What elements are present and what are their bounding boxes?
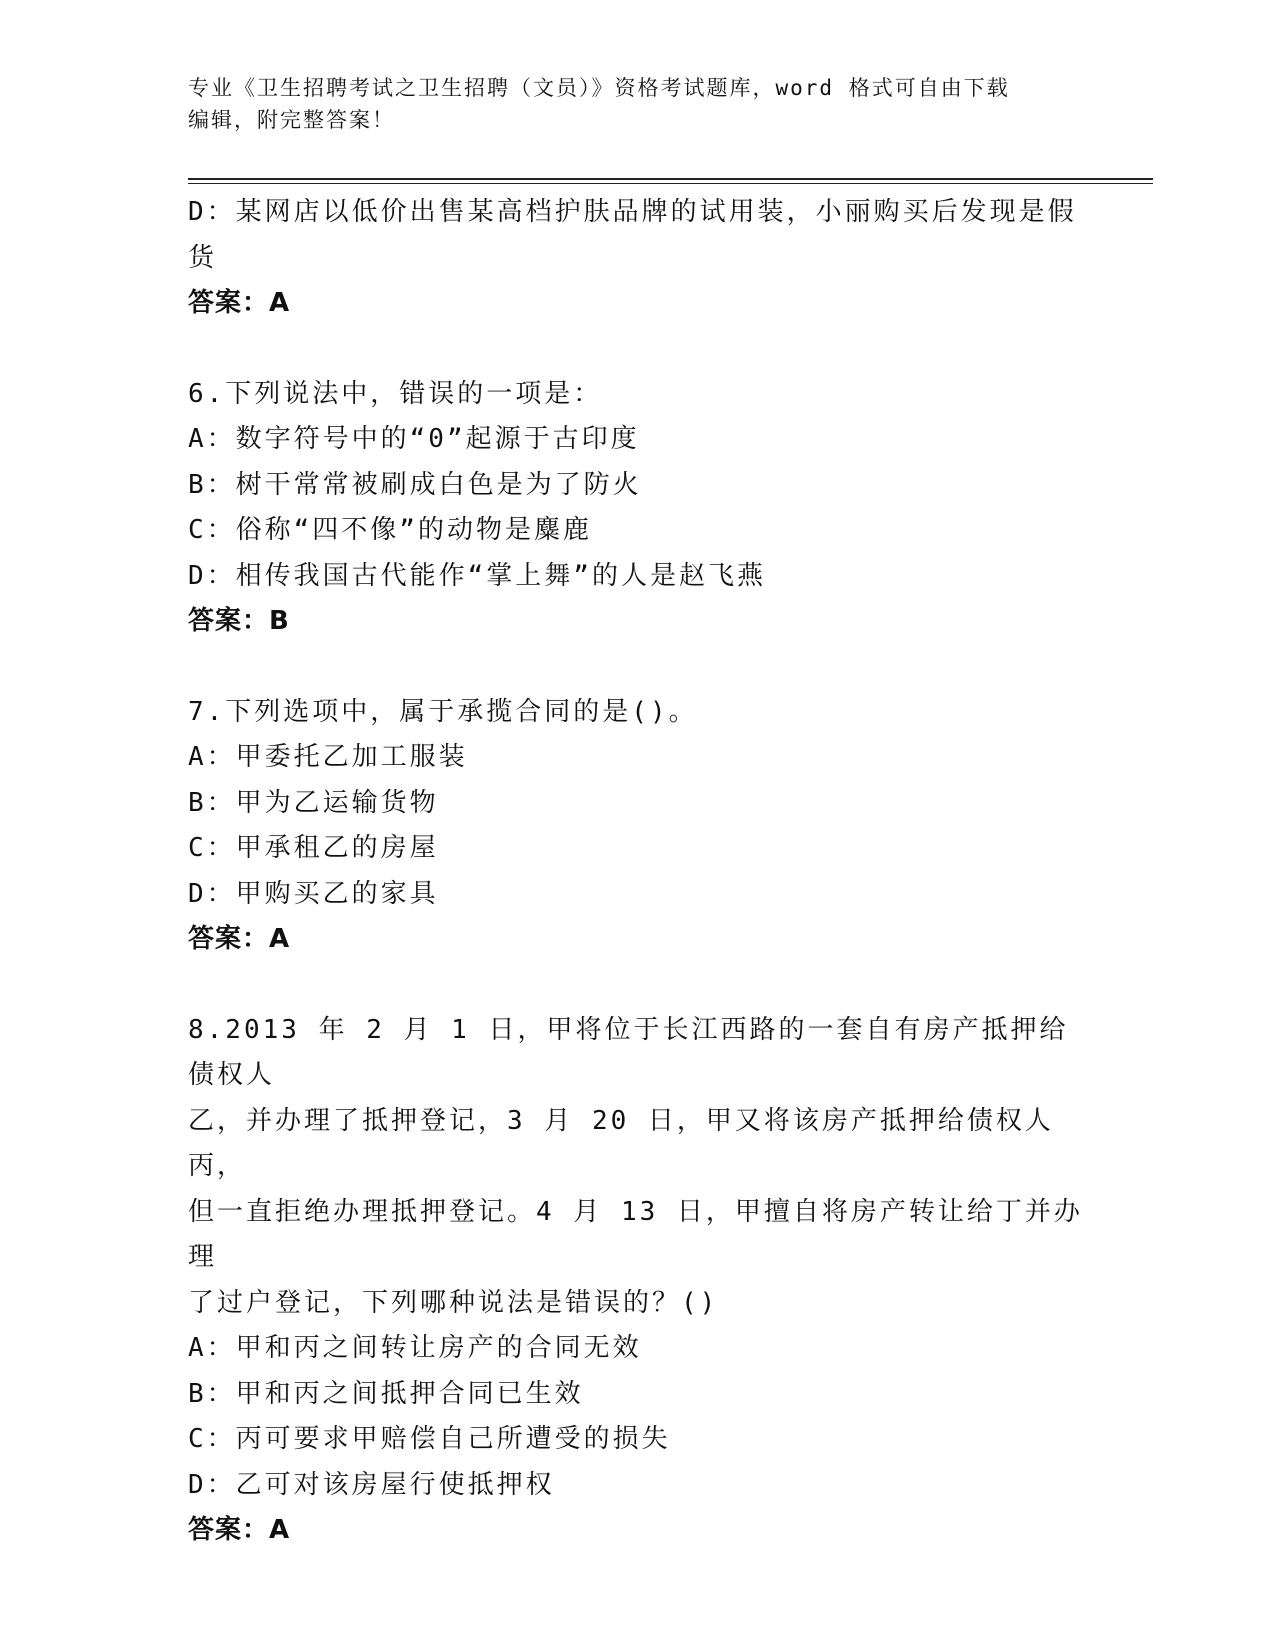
header-divider-thin <box>188 183 1153 184</box>
header-divider-thick <box>188 178 1153 180</box>
header-line-1: 专业《卫生招聘考试之卫生招聘（文员）》资格考试题库，word 格式可自由下载 <box>188 76 1010 100</box>
question-6 <box>188 372 1088 645</box>
answer: 答案：A <box>188 924 291 954</box>
answer: 答案：A <box>188 1515 291 1545</box>
option-c: C：甲承租乙的房屋 <box>188 833 439 863</box>
option-c: C：俗称“四不像”的动物是麋鹿 <box>188 515 592 545</box>
question-stem: 7.下列选项中，属于承揽合同的是()。 <box>188 696 698 727</box>
option-d: D：相传我国古代能作“掌上舞”的人是赵飞燕 <box>188 560 766 591</box>
question-8 <box>188 1008 1088 1554</box>
previous-question-tail <box>188 190 1088 327</box>
question-stem: 6.下列说法中，错误的一项是： <box>188 378 603 409</box>
option-a: A：甲委托乙加工服装 <box>188 742 468 772</box>
question-content <box>188 190 1088 1554</box>
option-d: D：甲购买乙的家具 <box>188 878 439 909</box>
header-line-2: 编辑，附完整答案！ <box>188 108 395 132</box>
option-c: C：丙可要求甲赔偿自己所遭受的损失 <box>188 1424 671 1454</box>
option-a: A：数字符号中的“0”起源于古印度 <box>188 424 640 454</box>
option-b: B：树干常常被刷成白色是为了防火 <box>188 469 642 500</box>
document-header <box>188 72 1068 136</box>
question-7 <box>188 690 1088 963</box>
question-stem-line-1: 8.2013 年 2 月 1 日，甲将位于长江西路的一套自有房产抵押给债权人 <box>188 1014 1069 1090</box>
answer: 答案：B <box>188 606 290 636</box>
question-stem-line-4: 了过户登记，下列哪种说法是错误的？() <box>188 1287 719 1318</box>
question-stem-line-2: 乙，并办理了抵押登记，3 月 20 日，甲又将该房产抵押给债权人丙， <box>188 1105 1054 1181</box>
option-d: D：某网店以低价出售某高档护肤品牌的试用装，小丽购买后发现是假 <box>188 197 1077 227</box>
answer: 答案：A <box>188 288 291 318</box>
option-b: B：甲为乙运输货物 <box>188 787 439 818</box>
option-d-continued: 货 <box>188 242 218 273</box>
option-b: B：甲和丙之间抵押合同已生效 <box>188 1378 584 1409</box>
question-stem-line-3: 但一直拒绝办理抵押登记。4 月 13 日，甲擅自将房产转让给丁并办理 <box>188 1196 1083 1272</box>
option-a: A：甲和丙之间转让房产的合同无效 <box>188 1333 642 1363</box>
option-d: D：乙可对该房屋行使抵押权 <box>188 1469 555 1500</box>
